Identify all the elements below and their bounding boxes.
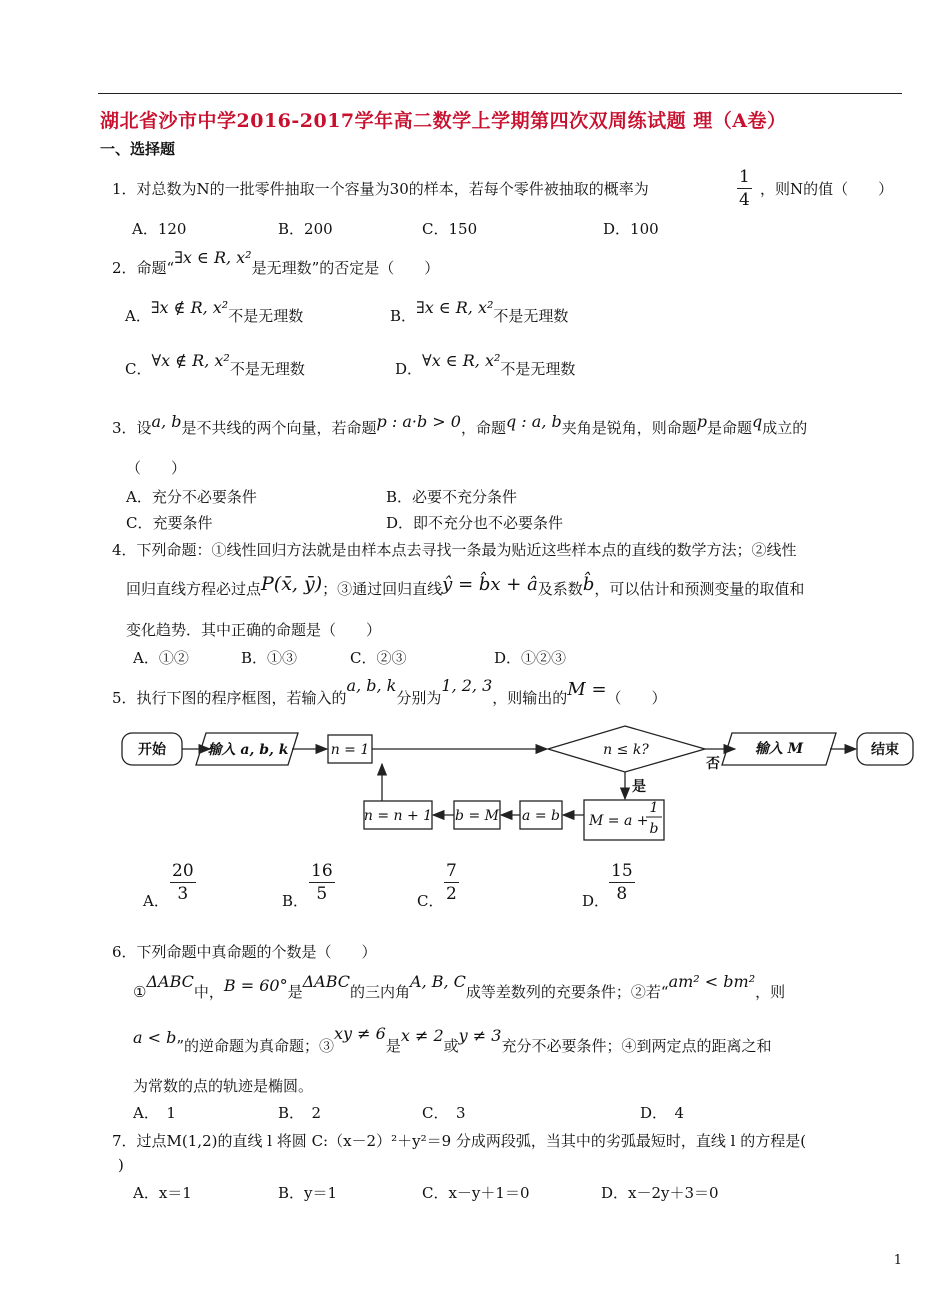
option-a[interactable]: A．x＝1: [133, 1184, 192, 1202]
option-math: ∃x ∉ R, x²: [150, 298, 229, 317]
math-q: q : a, b: [505, 412, 562, 431]
math-ab: a, b: [151, 412, 182, 431]
option-math: ∀x ∈ R, x²: [422, 351, 501, 370]
question-6-part: 是: [287, 983, 303, 1001]
fraction-numerator: 1: [739, 167, 750, 187]
question-6-part: 中，: [193, 983, 224, 1001]
fraction-denominator: 3: [177, 884, 189, 904]
question-6-part: ①: [133, 983, 147, 1001]
section-heading: 一、选择题: [100, 140, 176, 158]
question-6-part: 充分不必要条件；④到两定点的距离之和: [501, 1037, 772, 1055]
question-4-part: 及系数: [537, 580, 583, 598]
option-text: 不是无理数: [229, 360, 305, 378]
question-3-part: 夹角是锐角，则命题: [561, 419, 697, 437]
option-b[interactable]: B．必要不充分条件: [386, 488, 518, 506]
option-c[interactable]: C．150: [422, 220, 478, 238]
flow-yes-label: 是: [632, 779, 646, 795]
option-a[interactable]: A．充分不必要条件: [126, 488, 257, 506]
fraction-numerator: 16: [311, 861, 333, 881]
flow-condition-label: n ≤ k?: [603, 742, 649, 758]
flow-step-a-label: a = b: [522, 808, 560, 824]
flow-step-m-label: M = a +: [589, 813, 649, 829]
math-point-p: P(x̄, ȳ): [261, 573, 323, 595]
question-5-part: 分别为: [396, 689, 442, 707]
question-5-part: （ ）: [606, 689, 667, 707]
option-c-label[interactable]: C．: [417, 892, 444, 910]
question-4-part: ，可以估计和预测变量的取值和: [594, 580, 805, 598]
math-triangle: ΔABC: [146, 972, 194, 991]
math-angle: B = 60°: [223, 976, 288, 995]
flow-step-m-num: 1: [649, 800, 659, 816]
question-6-part: 或: [443, 1037, 459, 1055]
option-c[interactable]: C．x－y＋1＝0: [422, 1184, 530, 1202]
option-c[interactable]: C．②③: [350, 649, 407, 667]
option-c[interactable]: C． 3: [422, 1104, 466, 1122]
math-values: 1, 2, 3: [441, 676, 493, 695]
math-regression-line: ŷ = b̂x + â: [442, 574, 538, 595]
option-d[interactable]: D．x－2y＋3＝0: [601, 1184, 719, 1202]
question-3-part: 是命题: [707, 419, 753, 437]
option-d-fraction[interactable]: [609, 860, 635, 905]
option-math: ∃x ∈ R, x²: [416, 298, 494, 317]
option-text: 不是无理数: [500, 360, 576, 378]
question-6-line3: [133, 1024, 772, 1056]
option-b[interactable]: B．①③: [241, 649, 298, 667]
fraction-numerator: 20: [172, 861, 194, 881]
question-7-line1: 7．过点M(1,2)的直线 l 将圆 C:（x－2）²＋y²＝9 分成两段弧，当其中的劣弧最短时，直线 l 的方程是(: [112, 1132, 807, 1150]
option-label: B．: [390, 307, 417, 325]
question-6-line4: 为常数的点的轨迹是椭圆。: [133, 1077, 314, 1095]
flow-output-label: 输入 M: [754, 741, 804, 757]
math-q: q: [752, 412, 763, 431]
fraction-denominator: 8: [616, 884, 628, 904]
question-2-stem: 2．命题“: [112, 259, 175, 277]
question-4-line1: 4．下列命题：①线性回归方法就是由样本点去寻找一条最为贴近这些样本点的直线的数学方法；②线性: [112, 541, 797, 559]
page-number: 1: [893, 1253, 902, 1268]
math-y-condition: y ≠ 3: [458, 1026, 502, 1045]
question-3-part: 成立的: [762, 419, 808, 437]
question-3-stem: 3．设: [112, 419, 152, 437]
flow-input-label: 输入 a, b, k: [207, 742, 289, 758]
option-d[interactable]: D． 4: [640, 1104, 685, 1122]
question-4-line3: 变化趋势．其中正确的命题是（ ）: [126, 621, 382, 639]
math-abk: a, b, k: [346, 676, 397, 695]
math-inequality: am² < bm²: [668, 972, 756, 991]
math-angles: A, B, C: [410, 972, 466, 991]
flow-no-label: 否: [706, 756, 720, 772]
option-math: ∀x ∉ R, x²: [151, 351, 230, 370]
math-coefficient: b̂: [582, 574, 595, 595]
math-inequality: a < b: [133, 1028, 177, 1047]
option-b[interactable]: B．200: [278, 220, 333, 238]
flow-step-n-label: n = n + 1: [363, 808, 433, 824]
flow-start-label: 开始: [138, 742, 166, 758]
question-3-blank: （ ）: [126, 459, 187, 477]
question-6-part: ，则: [755, 983, 786, 1001]
option-c-fraction[interactable]: [444, 860, 459, 905]
option-a-label[interactable]: A．: [143, 892, 169, 910]
option-d-label[interactable]: D．: [582, 892, 610, 910]
math-output-m: M =: [567, 679, 607, 700]
math-triangle: ΔABC: [302, 972, 350, 991]
option-text: 不是无理数: [228, 307, 304, 325]
question-6-line2: [133, 972, 786, 1002]
question-2-tail: 是无理数”的否定是（ ）: [251, 259, 440, 277]
option-text: 不是无理数: [493, 307, 569, 325]
question-4-part: 回归直线方程必过点: [126, 580, 262, 598]
option-b-fraction[interactable]: [309, 860, 335, 905]
question-7-line2: ): [118, 1156, 124, 1174]
fraction-denominator: 2: [446, 884, 457, 904]
fraction-denominator: 4: [739, 190, 750, 210]
option-d[interactable]: D．①②③: [494, 649, 567, 667]
question-3-part: 是不共线的两个向量，若命题: [181, 419, 377, 437]
question-5-stem: 5．执行下图的程序框图，若输入的: [112, 689, 347, 707]
option-b[interactable]: B． 2: [278, 1104, 322, 1122]
math-product: xy ≠ 6: [334, 1024, 386, 1043]
fraction-numerator: 7: [446, 861, 457, 881]
option-a[interactable]: A．120: [132, 220, 187, 238]
math-p: p : a·b > 0: [376, 412, 461, 431]
option-label: D．: [395, 360, 423, 378]
question-1-tail: ，则N的值（ ）: [760, 180, 894, 198]
option-c[interactable]: C．充要条件: [126, 514, 213, 532]
question-6-part: 成等差数列的充要条件；②若“: [465, 983, 669, 1001]
page-title: 湖北省沙市中学2016-2017学年高二数学上学期第四次双周练试题 理（A卷）: [100, 110, 787, 132]
question-6-part: 的三内角: [350, 983, 411, 1001]
option-b-label[interactable]: B．: [282, 892, 309, 910]
question-6-part: ”的逆命题为真命题；③: [176, 1037, 335, 1055]
math-x-condition: x ≠ 2: [400, 1026, 444, 1045]
question-6-line1: 6．下列命题中真命题的个数是（ ）: [112, 943, 377, 961]
question-1-stem: 1．对总数为N的一批零件抽取一个容量为30的样本，若每个零件被抽取的概率为: [112, 180, 649, 198]
option-d[interactable]: D．100: [603, 220, 659, 238]
fraction-denominator: 5: [316, 884, 328, 904]
option-a[interactable]: A．①②: [133, 649, 189, 667]
flow-end-label: 结束: [871, 742, 899, 758]
question-4-part: ；③通过回归直线: [322, 580, 443, 598]
question-3-part: ，命题: [460, 419, 506, 437]
flow-step-m-den: b: [649, 821, 659, 837]
option-a[interactable]: A． 1: [133, 1104, 176, 1122]
question-5-part: ，则输出的: [492, 689, 568, 707]
math-p: p: [696, 412, 707, 431]
option-d[interactable]: D．即不充分也不必要条件: [386, 514, 564, 532]
option-label: A．: [125, 307, 151, 325]
fraction-numerator: 15: [611, 861, 633, 881]
flow-init-label: n = 1: [330, 742, 370, 758]
question-2-math: ∃x ∈ R, x²: [174, 248, 252, 267]
option-a-fraction[interactable]: [170, 860, 196, 905]
option-b[interactable]: B．y＝1: [278, 1184, 338, 1202]
question-6-part: 是: [385, 1037, 401, 1055]
option-label: C．: [125, 360, 152, 378]
flow-step-b-label: b = M: [455, 808, 499, 824]
